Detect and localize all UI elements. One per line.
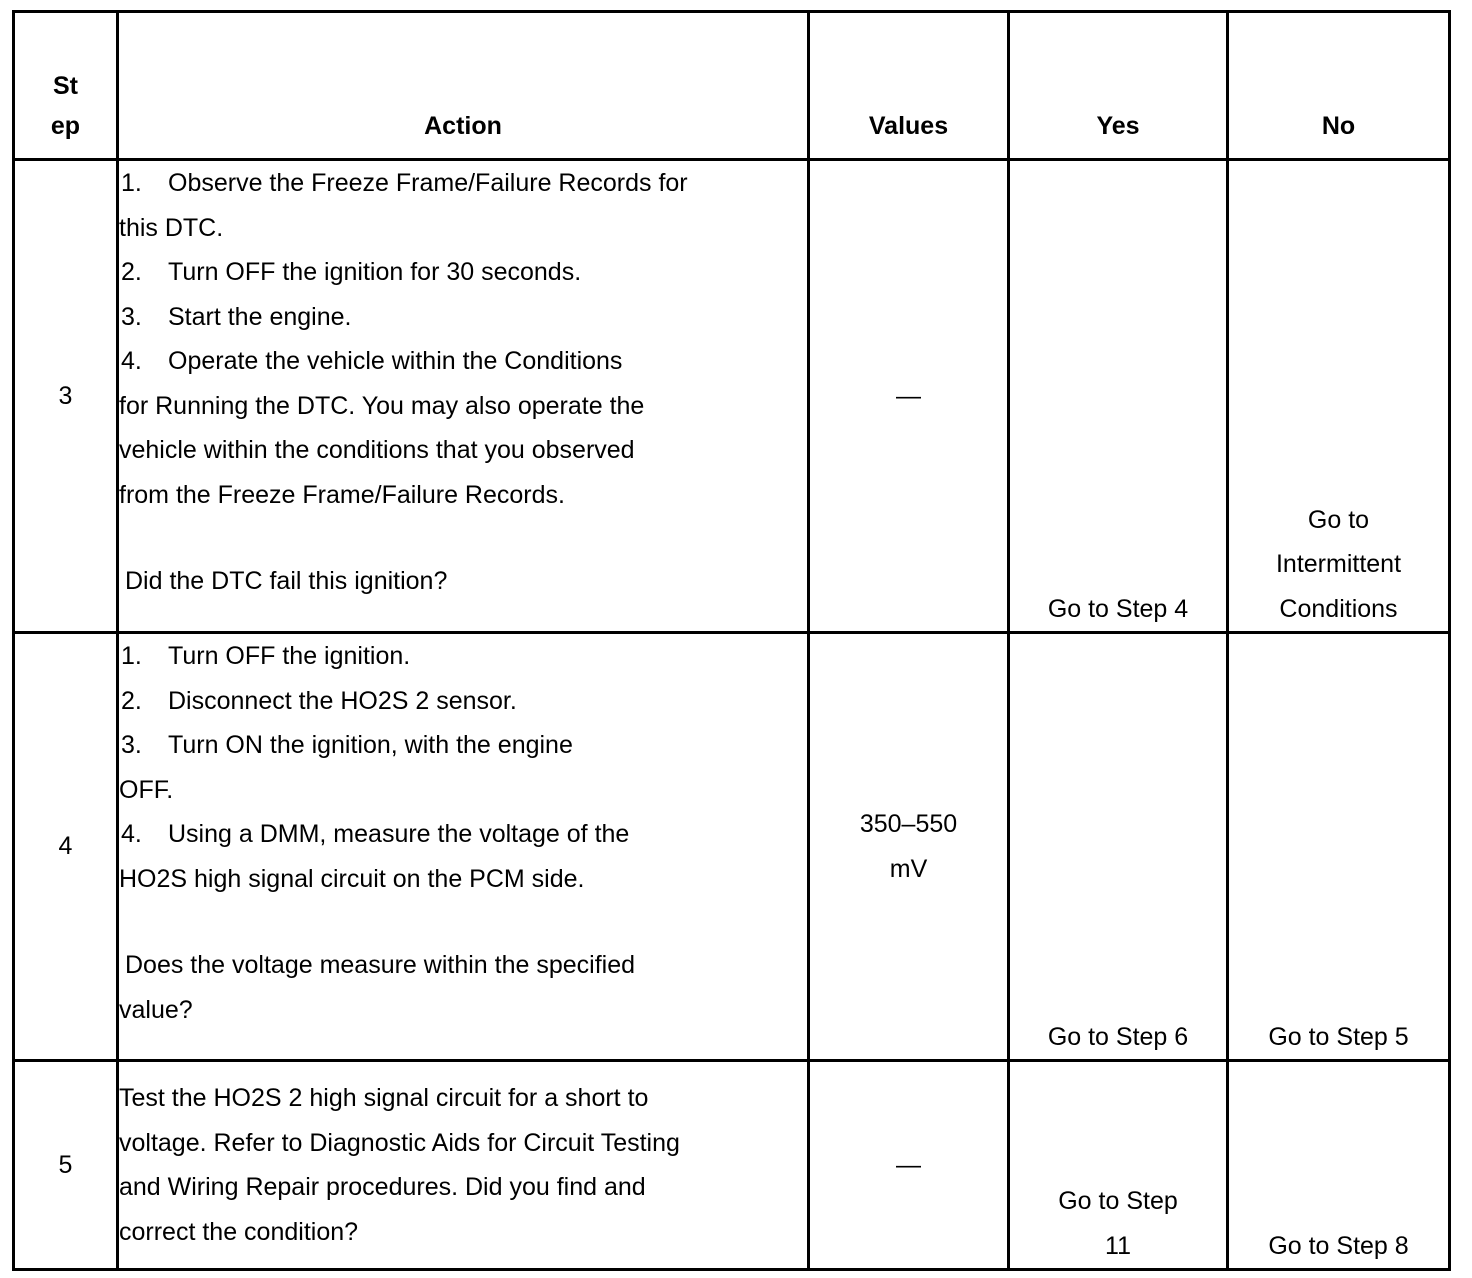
header-no: No bbox=[1228, 12, 1450, 160]
no-cell: Go to Step 5 bbox=[1228, 633, 1450, 1061]
action-item-1: 1. Turn OFF the ignition. bbox=[121, 642, 411, 670]
yes-cell: Go to Step 11 bbox=[1009, 1061, 1228, 1270]
header-action: Action bbox=[118, 12, 809, 160]
action-item-1-cont: this DTC. bbox=[119, 213, 224, 242]
action-item-3: 3. Start the engine. bbox=[121, 302, 352, 331]
header-row bbox=[14, 12, 1450, 160]
header-step-line2: ep bbox=[50, 112, 81, 140]
header-step-line1: St bbox=[53, 72, 78, 100]
no-cell: Go to Step 8 bbox=[1228, 1061, 1450, 1270]
action-question-cont: value? bbox=[119, 995, 193, 1024]
values-cell: — bbox=[809, 160, 1009, 633]
action-item-3: 3. Turn ON the ignition, with the engine bbox=[121, 731, 573, 759]
header-values: Values bbox=[809, 12, 1009, 160]
yes-cell: Go to Step 6 bbox=[1009, 633, 1228, 1061]
action-line-2: voltage. Refer to Diagnostic Aids for Circuit Testing bbox=[119, 1128, 680, 1157]
step-number: 4 bbox=[14, 633, 118, 1061]
action-question: Did the DTC fail this ignition? bbox=[125, 567, 448, 595]
diagnostic-table bbox=[12, 10, 1451, 1271]
table-row-step-4 bbox=[14, 633, 1450, 1061]
step-number: 3 bbox=[14, 160, 118, 633]
action-item-2: 2. Disconnect the HO2S 2 sensor. bbox=[121, 686, 517, 715]
action-item-4-cont: HO2S high signal circuit on the PCM side. bbox=[119, 864, 585, 893]
header-step bbox=[14, 12, 118, 160]
action-item-4-cont-1: for Running the DTC. You may also operate the bbox=[119, 391, 645, 420]
action-item-2: 2. Turn OFF the ignition for 30 seconds. bbox=[121, 258, 582, 286]
action-item-1: 1. Observe the Freeze Frame/Failure Records for bbox=[121, 169, 688, 197]
values-cell: 350–550 mV bbox=[809, 633, 1009, 1061]
table-row-step-3 bbox=[14, 160, 1450, 633]
action-line-4: correct the condition? bbox=[119, 1217, 359, 1246]
action-line-1: Test the HO2S 2 high signal circuit for a short to bbox=[119, 1084, 649, 1112]
action-cell bbox=[118, 633, 809, 1061]
header-yes: Yes bbox=[1009, 12, 1228, 160]
action-question: Does the voltage measure within the specified bbox=[125, 951, 636, 979]
step-number: 5 bbox=[14, 1061, 118, 1270]
action-item-4-cont-3: from the Freeze Frame/Failure Records. bbox=[119, 480, 565, 509]
action-item-4-cont-2: vehicle within the conditions that you observed bbox=[119, 436, 635, 464]
action-item-3-cont: OFF. bbox=[119, 775, 174, 804]
yes-cell: Go to Step 4 bbox=[1009, 160, 1228, 633]
action-cell bbox=[118, 1061, 809, 1270]
table-row-step-5 bbox=[14, 1061, 1450, 1270]
action-item-4: 4. Using a DMM, measure the voltage of the bbox=[121, 820, 630, 848]
action-item-4: 4. Operate the vehicle within the Conditions bbox=[121, 347, 623, 375]
no-cell: Go to Intermittent Conditions bbox=[1228, 160, 1450, 633]
action-cell bbox=[118, 160, 809, 633]
action-line-3: and Wiring Repair procedures. Did you find and bbox=[119, 1173, 646, 1201]
values-cell: — bbox=[809, 1061, 1009, 1270]
